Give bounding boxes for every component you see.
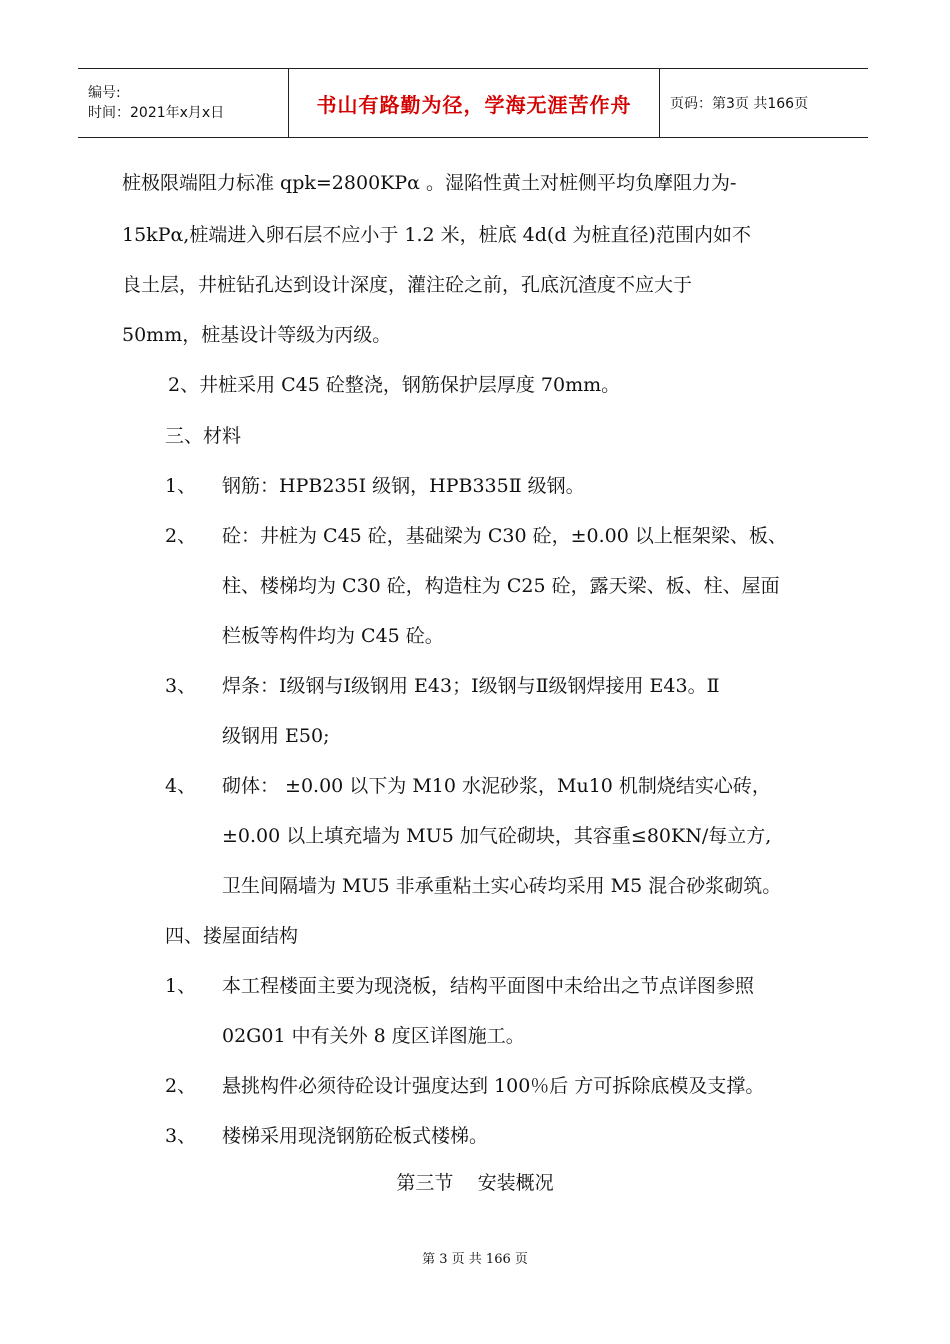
list-item: 砌体： ±0.00 以下为 M10 水泥砂浆，Mu10 机制烧结实心砖， — [222, 775, 771, 797]
paragraph-line: 15kPα,桩端进入卵石层不应小于 1.2 米，桩底 4d(d 为桩直径)范围内如不 — [122, 224, 751, 246]
page-footer: 第 3 页 共 166 页 — [422, 1252, 528, 1267]
header-page-info: 页码：第3页 共166页 — [670, 96, 809, 112]
list-item: 级钢用 E50; — [222, 725, 330, 747]
section-heading: 四、搂屋面结构 — [165, 925, 299, 947]
list-item: 柱、楼梯均为 C30 砼，构造柱为 C25 砼，露天梁、板、柱、屋面 — [222, 575, 780, 597]
section-title: 第三节 安装概况 — [396, 1172, 554, 1194]
list-item: 栏板等构件均为 C45 砼。 — [222, 625, 444, 647]
list-number: 4、 — [165, 775, 197, 797]
number-label: 编号: — [88, 85, 121, 101]
list-item: 焊条：Ⅰ级钢与Ⅰ级钢用 E43；Ⅰ级钢与Ⅱ级钢焊接用 E43。Ⅱ — [222, 675, 720, 697]
list-number: 2、 — [165, 525, 197, 547]
date-label: 时间：2021年x月x日 — [88, 105, 225, 121]
list-item: 悬挑构件必须待砼设计强度达到 100％后 方可拆除底模及支撑。 — [222, 1075, 765, 1097]
list-number: 1、 — [165, 975, 197, 997]
paragraph-line: 50mm，桩基设计等级为丙级。 — [122, 324, 392, 346]
section-heading: 三、材料 — [165, 425, 242, 447]
paragraph-line: 桩极限端阻力标准 qpk=2800KPα 。湿陷性黄土对桩侧平均负摩阻力为- — [122, 172, 737, 194]
list-number: 3、 — [165, 1125, 197, 1147]
list-item: 本工程楼面主要为现浇板，结构平面图中未给出之节点详图参照 — [222, 975, 755, 997]
list-item: 钢筋：HPB235Ⅰ 级钢，HPB335Ⅱ 级钢。 — [222, 475, 585, 497]
list-item: 楼梯采用现浇钢筋砼板式楼梯。 — [222, 1125, 489, 1147]
list-item: 卫生间隔墙为 MU5 非承重粘土实心砖均采用 M5 混合砂浆砌筑。 — [222, 875, 782, 897]
list-item: 02G01 中有关外 8 度区详图施工。 — [222, 1025, 525, 1047]
list-number: 1、 — [165, 475, 197, 497]
list-item: 砼：井桩为 C45 砼，基础梁为 C30 砼，±0.00 以上框架梁、板、 — [222, 525, 787, 547]
list-number: 3、 — [165, 675, 197, 697]
header-meta — [78, 69, 288, 137]
paragraph-line: 2、井桩采用 C45 砼整浇，钢筋保护层厚度 70mm。 — [168, 374, 621, 396]
paragraph-line: 良土层，井桩钻孔达到设计深度，灌注砼之前，孔底沉渣度不应大于 — [122, 274, 693, 296]
page-header — [78, 68, 868, 138]
list-number: 2、 — [165, 1075, 197, 1097]
header-motto: 书山有路勤为径，学海无涯苦作舟 — [288, 69, 660, 137]
list-item: ±0.00 以上填充墙为 MU5 加气砼砌块，其容重≤80KN/每立方, — [222, 825, 772, 847]
